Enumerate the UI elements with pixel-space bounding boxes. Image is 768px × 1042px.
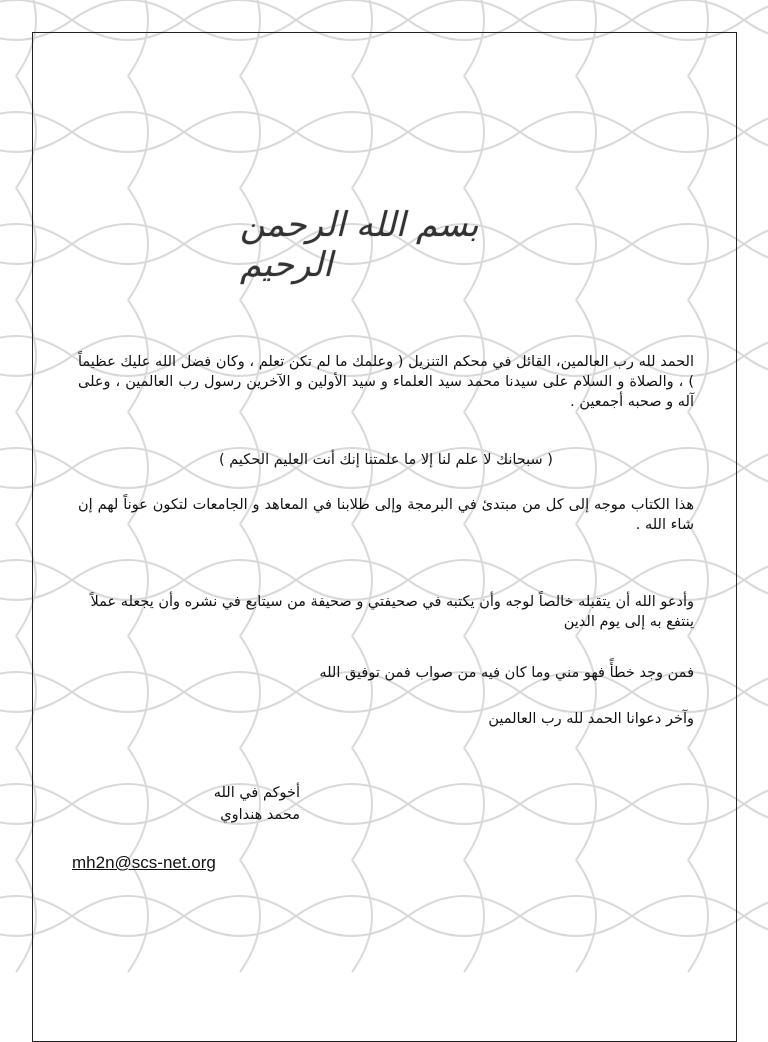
signature-block <box>150 782 300 826</box>
signature-closing: أخوكم في الله <box>213 785 300 801</box>
quran-verse: ( سبحانك لا علم لنا إلا ما علمتنا إنك أنت العليم الحكيم ) <box>219 452 553 468</box>
errors-paragraph: فمن وجد خطأً فهو مني وما كان فيه من صواب فمن توفيق الله <box>319 665 694 681</box>
signature-name: محمد هنداوي <box>220 807 300 823</box>
opening-paragraph: الحمد لله رب العالمين، القائل في محكم التنزيل ( وعلمك ما لم تكن تعلم ، وكان فضل الله عليك عظيماً ) ، والصلاة و السلام على سيدنا محمد سيد العلماء و سيد الأولين و الآخرين رسول رب العالمين ، وعلى آله و صحبه أجمعين . <box>78 354 694 410</box>
email-link[interactable]: mh2n@scs-net.org <box>72 853 216 872</box>
closing-paragraph: وآخر دعوانا الحمد لله رب العالمين <box>488 711 694 727</box>
prayer-paragraph: وأدعو الله أن يتقبله خالصاً لوجه وأن يكتبه في صحيفتي و صحيفة من سيتابع في نشره وأن يجعله عملاً ينتفع به إلى يوم الدين <box>90 594 694 630</box>
basmala-calligraphy: بسم الله الرحمن الرحيم <box>240 205 479 285</box>
book-purpose-paragraph: هذا الكتاب موجه إلى كل من مبتدئ في البرمجة وإلى طلابنا في المعاهد و الجامعات لتكون عوناً لهم إن شاء الله . <box>78 497 694 533</box>
page-frame <box>32 32 737 1042</box>
